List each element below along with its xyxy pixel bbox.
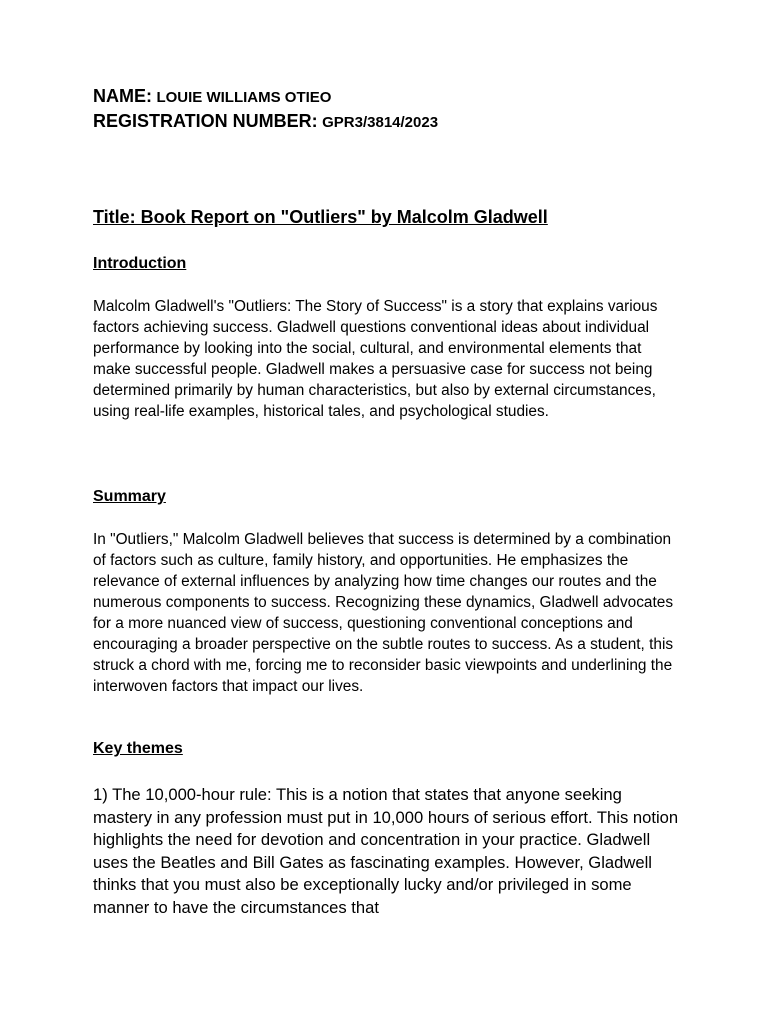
summary-paragraph: In "Outliers," Malcolm Gladwell believes that success is determined by a combination of factors such as culture, family history, and opportunities. He emphasizes the relevance of external influences by analyzing how time changes our routes and the numerous components to success. Recognizing these dynamics, Gladwell advocates for a more nuanced view of success, questioning conventional conceptions and encouraging a broader perspective on the subtle routes to success. As a student, this struck a chord with me, forcing me to reconsider basic viewpoints and underlining the interwoven factors that impact our lives. <box>93 531 674 695</box>
introduction-paragraph: Malcolm Gladwell's "Outliers: The Story of Success" is a story that explains various factors achieving success. Gladwell questions conventional ideas about individual performance by looking into the social, cultural, and environmental elements that make successful people. Gladwell makes a persuasive case for success not being determined primarily by human characteristics, but also by external circumstances, using real-life examples, historical tales, and psychological studies. <box>93 298 658 420</box>
name-label: NAME: <box>93 86 152 106</box>
name-line <box>93 86 331 107</box>
registration-line <box>93 111 438 132</box>
registration-value: GPR3/3814/2023 <box>322 114 439 131</box>
key-themes-paragraph: 1) The 10,000-hour rule: This is a notion that states that anyone seeking mastery in any profession must put in 10,000 hours of serious effort. This notion highlights the need for devotion and concentration in your practice. Gladwell uses the Beatles and Bill Gates as fascinating examples. However, Gladwell thinks that you must also be exceptionally lucky and/or privileged in some manner to have the circumstances that <box>93 785 679 917</box>
name-value: LOUIE WILLIAMS OTIEO <box>156 89 332 106</box>
report-title: Title: Book Report on "Outliers" by Malcolm Gladwell <box>93 207 548 227</box>
registration-label: REGISTRATION NUMBER: <box>93 111 318 131</box>
key-themes-heading: Key themes <box>93 740 183 757</box>
introduction-heading: Introduction <box>93 255 187 272</box>
summary-heading: Summary <box>93 488 166 505</box>
